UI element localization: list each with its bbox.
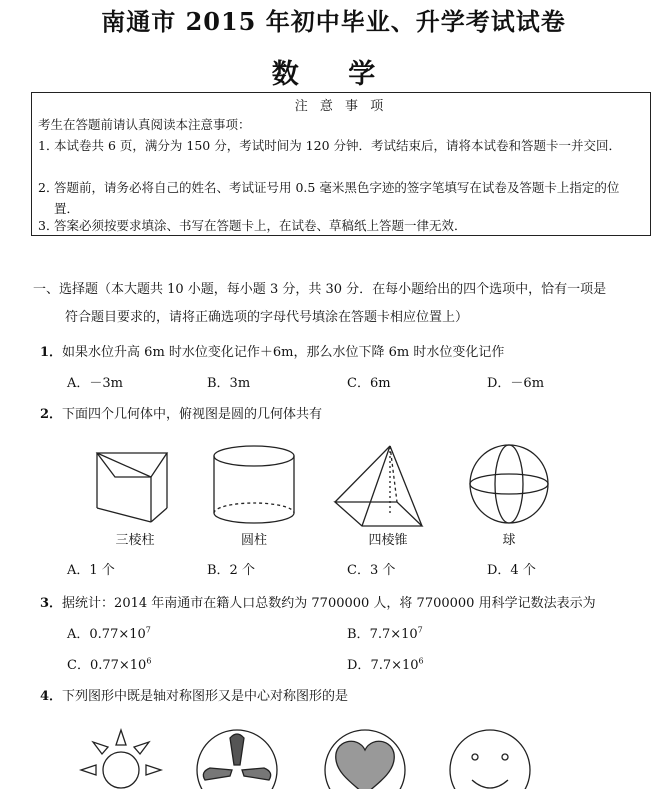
question-3 bbox=[40, 592, 596, 611]
exam-title: 南通市 2015 年初中毕业、升学考试试卷 bbox=[101, 7, 566, 36]
question-text: 如果水位升高 6m 时水位变化记作＋6m，那么水位下降 6m 时水位变化记作 bbox=[62, 345, 505, 360]
section-line-2: 符合题目要求的，请将正确选项的字母代号填涂在答题卡相应位置上） bbox=[65, 310, 469, 325]
option-base: 7.7×10 bbox=[369, 627, 418, 642]
sphere-figure bbox=[470, 445, 548, 523]
option-base: 0.77×10 bbox=[89, 627, 146, 642]
notice-item-text: 答题前，请务必将自己的姓名、考试证号用 0.5 毫米黑色字迹的签字笔填写在试卷及答题卡上指定的位置． bbox=[54, 180, 620, 216]
heart-figure bbox=[325, 730, 405, 789]
question-number: 2． bbox=[40, 407, 63, 422]
question-number: 3． bbox=[40, 596, 63, 611]
question-number: 4． bbox=[40, 689, 63, 704]
option-d[interactable]: D．－6m bbox=[487, 376, 545, 391]
option-exponent: 6 bbox=[146, 656, 152, 666]
option-label: A． bbox=[67, 627, 90, 642]
triangular-prism-figure bbox=[97, 453, 167, 522]
subject-title: 数 学 bbox=[271, 59, 396, 90]
option-b[interactable]: B．3m bbox=[207, 376, 251, 391]
square-pyramid-figure bbox=[335, 446, 422, 526]
smiley-face-figure bbox=[450, 730, 530, 789]
notice-item-text: 本试卷共 6 页，满分为 150 分，考试时间为 120 分钟．考试结束后，请将本试卷和答题卡一并交回． bbox=[54, 138, 622, 153]
notice-item-number: 1． bbox=[38, 138, 59, 153]
sun-figure bbox=[81, 730, 161, 788]
option-exponent: 6 bbox=[418, 656, 424, 666]
shape-label: 四棱锥 bbox=[368, 533, 408, 548]
shape-label: 球 bbox=[502, 533, 516, 548]
question-text: 据统计：2014 年南通市在籍人口总数约为 7700000 人，将 7700000 用科学记数法表示为 bbox=[62, 596, 596, 611]
option-d[interactable] bbox=[347, 654, 424, 673]
section-line-1: 一、选择题（本大题共 10 小题，每小题 3 分，共 30 分．在每小题给出的四个选项中，恰有一项是 bbox=[33, 282, 607, 297]
option-label: C． bbox=[67, 658, 90, 673]
cylinder-figure bbox=[214, 446, 294, 523]
shape-label: 圆柱 bbox=[240, 533, 267, 548]
option-a[interactable]: A．1 个 bbox=[67, 563, 115, 578]
notice-item-number: 2． bbox=[38, 180, 59, 195]
option-label: D． bbox=[347, 658, 371, 673]
trefoil-figure bbox=[197, 730, 277, 789]
notice-heading: 注 意 事 项 bbox=[294, 99, 388, 114]
option-label: B． bbox=[347, 627, 370, 642]
option-c[interactable]: C．3 个 bbox=[347, 563, 396, 578]
option-base: 7.7×10 bbox=[370, 658, 419, 673]
option-c[interactable]: C．6m bbox=[347, 376, 391, 391]
option-d[interactable]: D．4 个 bbox=[487, 563, 536, 578]
question-4 bbox=[40, 685, 348, 704]
option-exponent: 7 bbox=[145, 625, 151, 635]
option-c[interactable] bbox=[67, 654, 151, 673]
option-b[interactable] bbox=[347, 623, 423, 642]
option-a[interactable] bbox=[67, 623, 151, 642]
option-a[interactable]: A．－3m bbox=[67, 376, 123, 391]
notice-item-number: 3． bbox=[38, 218, 59, 233]
notice-intro: 考生在答题前请认真阅读本注意事项： bbox=[38, 117, 251, 132]
shape-label: 三棱柱 bbox=[115, 533, 155, 548]
notice-item-text: 答案必须按要求填涂、书写在答题卡上，在试卷、草稿纸上答题一律无效． bbox=[54, 218, 467, 233]
option-b[interactable]: B．2 个 bbox=[207, 563, 255, 578]
option-base: 0.77×10 bbox=[89, 658, 147, 673]
question-text: 下面四个几何体中，俯视图是圆的几何体共有 bbox=[62, 407, 323, 422]
question-text: 下列图形中既是轴对称图形又是中心对称图形的是 bbox=[62, 689, 349, 704]
question-number: 1． bbox=[40, 345, 63, 360]
option-exponent: 7 bbox=[417, 625, 423, 635]
